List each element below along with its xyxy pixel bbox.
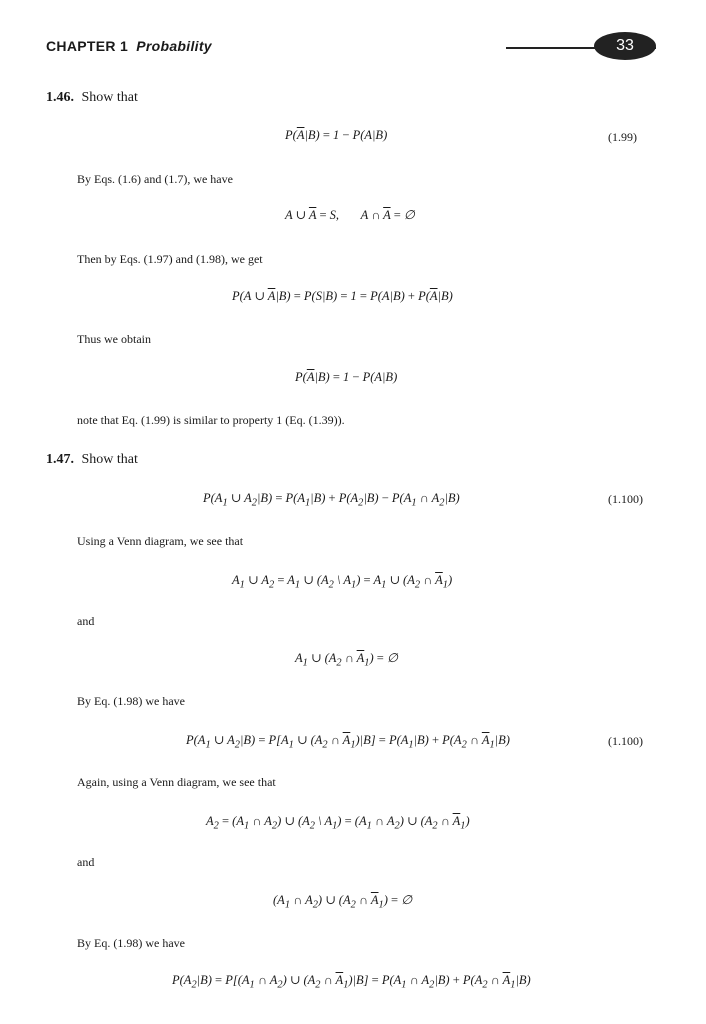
problem-1-47-heading (46, 452, 138, 468)
problem-statement: Show that (81, 90, 138, 105)
problem-number: 1.47. (46, 452, 74, 467)
equation-disjoint-2: ($A_1$ ∩ $A_2$) ∪ ($A_2$ ∩ $\overline{A}_1$) = ∅ (273, 893, 413, 911)
equation-venn-a2: $A_2 = (A_1$ ∩ $A_2$) ∪ ($A_2$ \ $A_1) = (A_1$ ∩ $A_2$) ∪ ($A_2$ ∩ $\overline{A}_1$) (206, 814, 470, 832)
body-text: By Eq. (1.98) we have (77, 694, 185, 708)
equation-result: $P(\overline{A}|B) = 1 - P(A|B)$ (295, 370, 398, 384)
equation-venn-union: $A_1$ ∪ $A_2 = A_1$ ∪ ($A_2$ \ $A_1) = A_1$ ∪ ($A_2$ ∩ $\overline{A}_1$) (232, 573, 453, 591)
equation-number: (1.100) (608, 492, 643, 506)
page-header (46, 36, 666, 60)
body-text: By Eq. (1.98) we have (77, 936, 185, 950)
body-text: By Eqs. (1.6) and (1.7), we have (77, 172, 233, 186)
equation-1-99: $P(\overline{A}|B) = 1 - P(A|B)$ (285, 128, 388, 142)
equation-conditional-sum: P(A ∪ $\overline{A}|B) = P(S|B) = 1 = P(A|B) + P(\overline{A}|B)$ (232, 289, 453, 303)
equation-union-intersection: A ∪ $\overline{A} = S$, A ∩ $\overline{A}$ = ∅ (285, 208, 415, 222)
equation-1-100-derivation: $P(A_1$ ∪ $A_2|B) = P[A_1$ ∪ ($A_2$ ∩ $\overline{A}_1)|B] = P(A_1|B) + P(A_2$ ∩ $\overline{A}_1|B$) (186, 733, 510, 751)
body-text: and (77, 614, 95, 628)
body-text: Thus we obtain (77, 332, 151, 346)
problem-1-46-heading (46, 90, 138, 106)
body-text: and (77, 855, 95, 869)
equation-final: $P(A_2|B) = P[(A_1$ ∩ $A_2$) ∪ ($A_2$ ∩ $\overline{A}_1)|B] = P(A_1$ ∩ $A_2|B) + P(A_2$ ∩ $\overline{A}_1|B$) (172, 973, 531, 991)
body-text: Using a Venn diagram, we see that (77, 534, 244, 548)
body-text: Then by Eqs. (1.97) and (1.98), we get (77, 252, 263, 266)
chapter-title: Probability (136, 38, 212, 54)
body-text: note that Eq. (1.99) is similar to property 1 (Eq. (1.39)). (77, 413, 345, 427)
chapter-label: CHAPTER 1 (46, 38, 129, 54)
equation-number: (1.99) (608, 130, 637, 144)
chapter-heading (46, 38, 212, 54)
equation-1-100: $P(A_1$ ∪ $A_2|B) = P(A_1|B) + P(A_2|B) - P(A_1$ ∩ $A_2|B$) (203, 491, 460, 509)
problem-statement: Show that (81, 452, 138, 467)
equation-disjoint: $A_1$ ∪ ($A_2$ ∩ $\overline{A}_1$) = ∅ (295, 651, 398, 669)
body-text: Again, using a Venn diagram, we see that (77, 775, 276, 789)
problem-number: 1.46. (46, 90, 74, 105)
equation-number: (1.100) (608, 734, 643, 748)
page-number-badge: 33 (594, 32, 656, 60)
